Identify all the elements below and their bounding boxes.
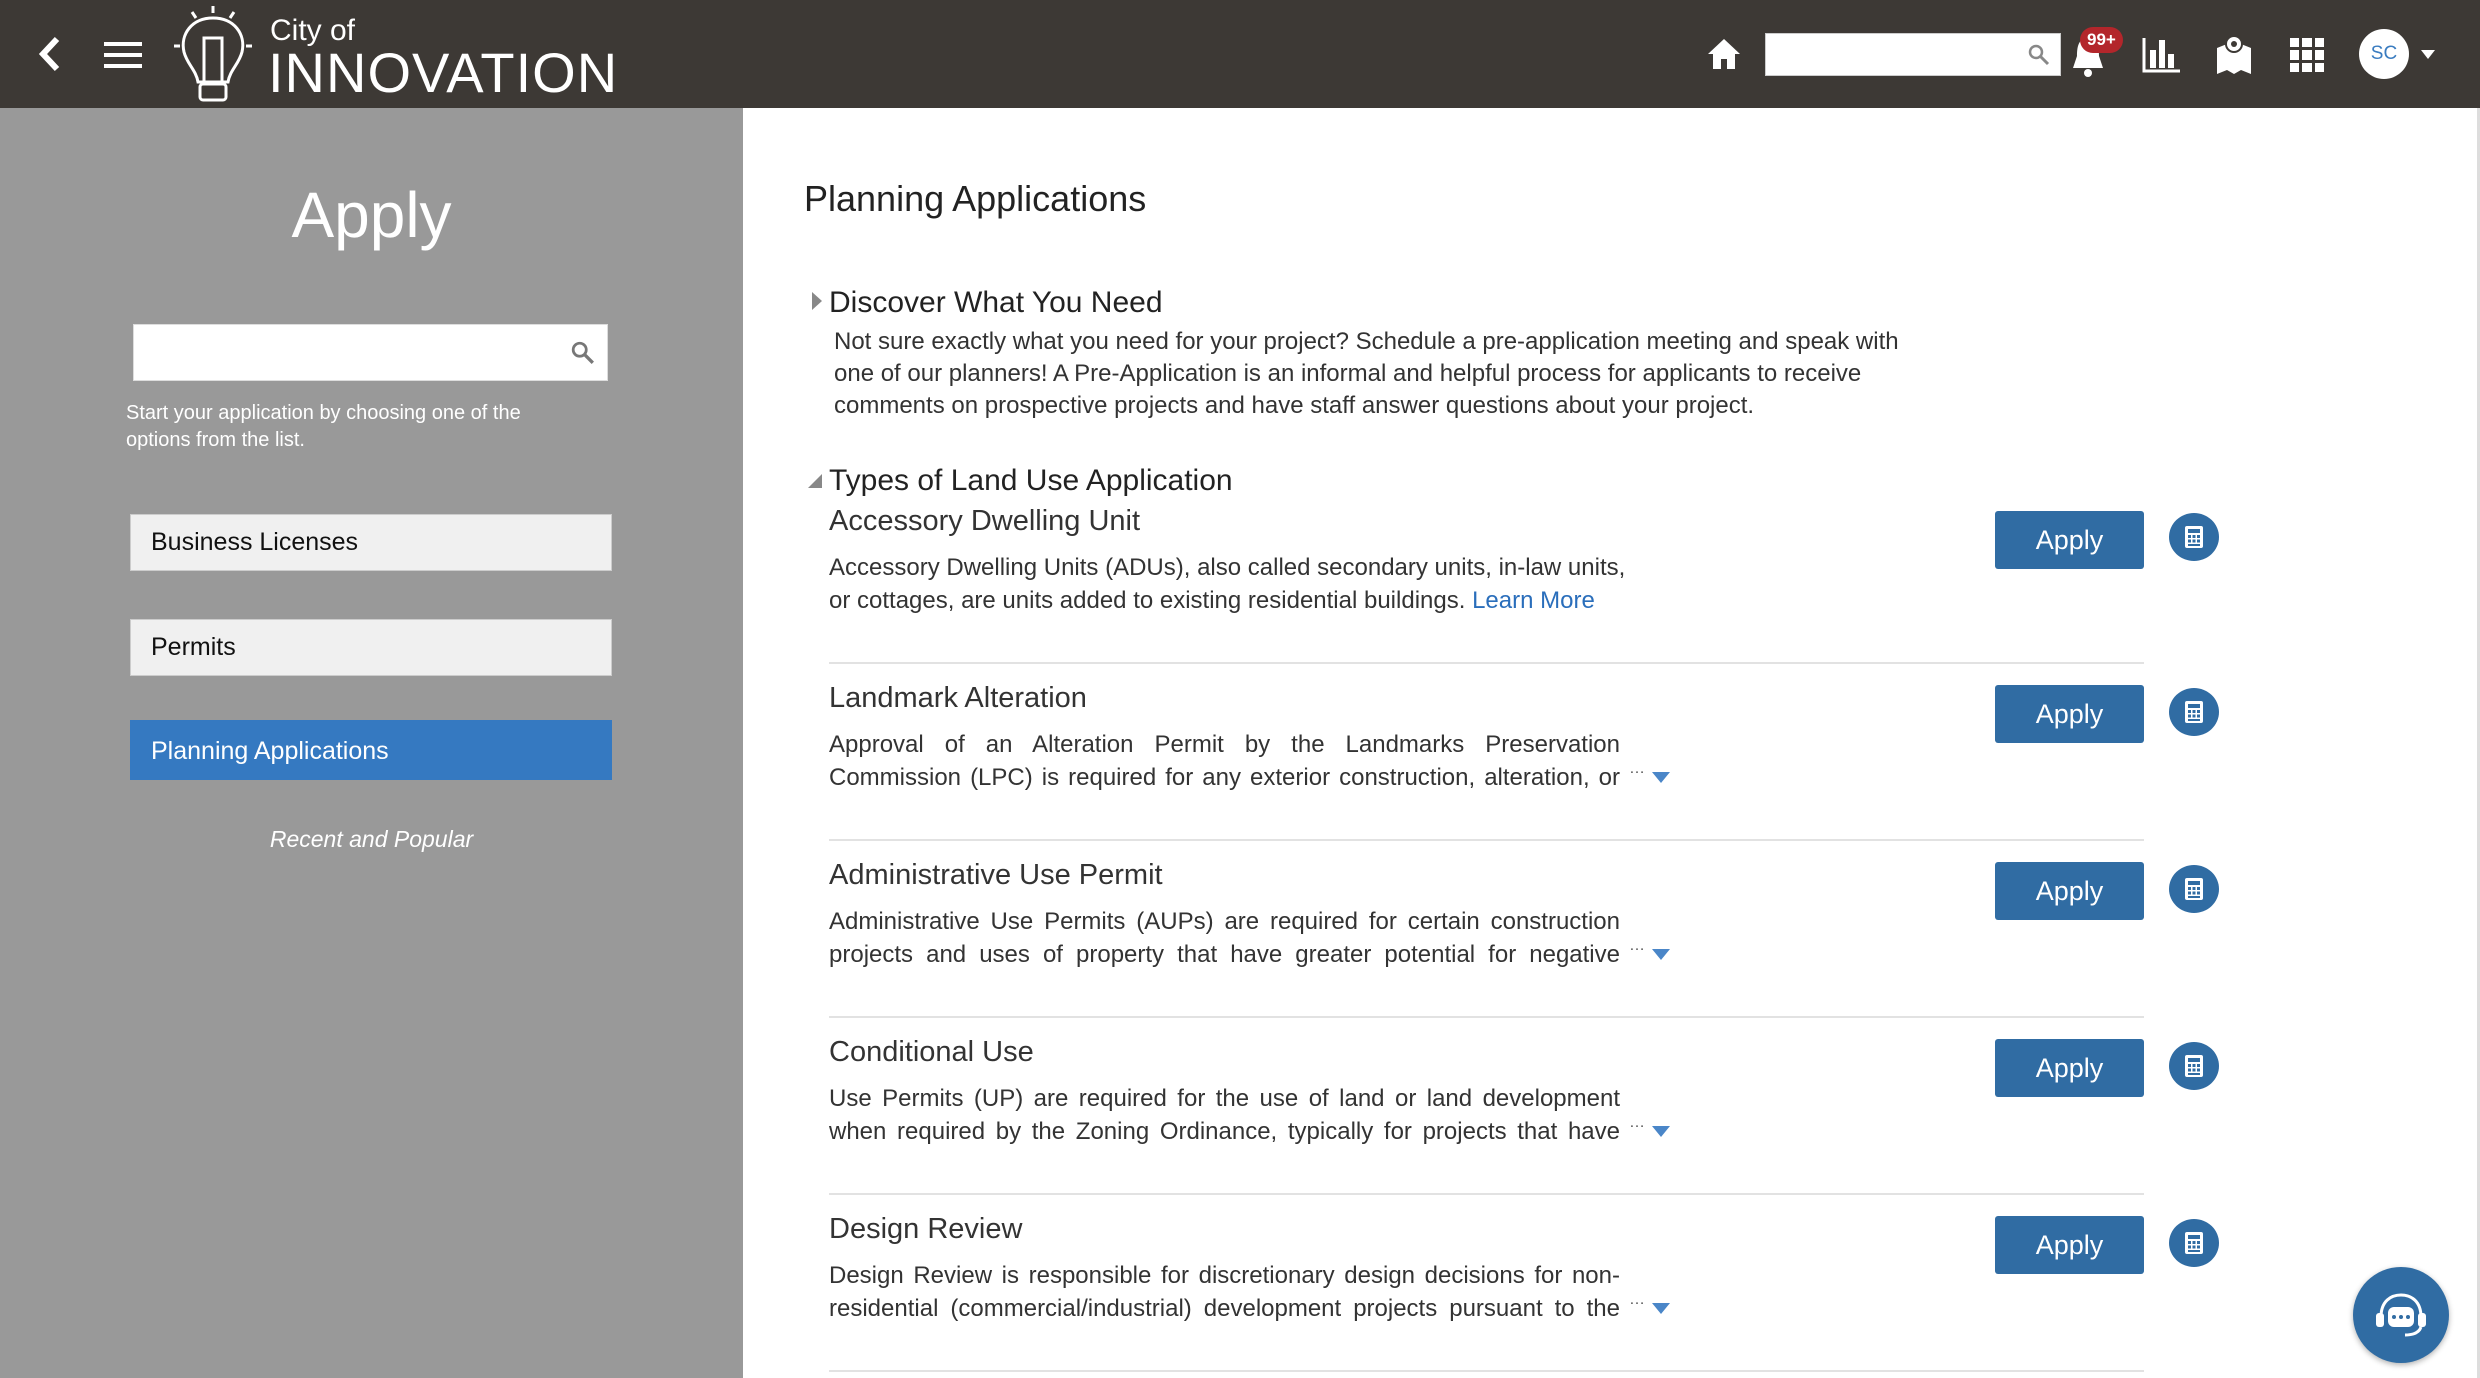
expand-description-icon[interactable] [1652, 949, 1670, 960]
fee-calculator-button[interactable] [2169, 513, 2219, 561]
expand-description-icon[interactable] [1652, 1303, 1670, 1314]
notifications-bell[interactable] [2070, 28, 2114, 78]
item-title: Administrative Use Permit [829, 859, 1163, 891]
headset-chat-icon [2373, 1291, 2429, 1339]
expand-description-icon[interactable] [1652, 1126, 1670, 1137]
fee-calculator-button[interactable] [2169, 1219, 2219, 1267]
search-icon[interactable] [2028, 44, 2050, 66]
recent-and-popular-link[interactable]: Recent and Popular [269, 826, 474, 852]
calculator-icon [2184, 1054, 2204, 1078]
fee-calculator-button[interactable] [2169, 688, 2219, 736]
application-item [829, 487, 2144, 664]
logo-innovation: INNOVATION [268, 41, 619, 104]
discover-section-toggle[interactable] [806, 286, 1506, 326]
main-content [743, 108, 2480, 1378]
ellipsis: … [1629, 1291, 1645, 1308]
home-icon[interactable] [1704, 34, 1744, 74]
hamburger-menu-icon[interactable] [104, 42, 142, 68]
lightbulb-logo-icon [170, 4, 256, 104]
discover-heading: Discover What You Need [829, 286, 1163, 319]
page-title: Planning Applications [804, 178, 1147, 219]
item-description: Approval of an Alteration Permit by the Landmarks Preservation Commission (LPC) is required for any exterior construction, alteration, or [829, 731, 1620, 791]
collapse-triangle-icon [808, 474, 822, 488]
global-search-input[interactable] [1765, 33, 2061, 76]
user-avatar[interactable]: SC [2359, 29, 2409, 79]
calculator-icon [2184, 700, 2204, 724]
discover-text: Not sure exactly what you need for your project? Schedule a pre-application meeting and speak with one of our planners! A Pre-Application is an informal and helpful process for applicants to receive comments on prospective projects and have staff answer questions about your project. [834, 328, 1899, 419]
item-title: Conditional Use [829, 1036, 1034, 1068]
item-description: Accessory Dwelling Units (ADUs), also called secondary units, in-law units, or cottages, are units added to existing residential buildings. Learn More [829, 554, 1626, 614]
expand-description-icon[interactable] [1652, 772, 1670, 783]
top-header [0, 0, 2480, 108]
calculator-icon [2184, 525, 2204, 549]
apply-button[interactable]: Apply [1995, 862, 2144, 920]
logo[interactable] [170, 4, 670, 104]
reports-chart-icon[interactable] [2142, 36, 2182, 74]
chat-support-button[interactable] [2353, 1267, 2449, 1363]
nav-permits[interactable]: Permits [130, 619, 612, 676]
sidebar-search-input[interactable] [133, 324, 608, 381]
application-item [829, 664, 2144, 841]
apply-button[interactable]: Apply [1995, 511, 2144, 569]
calculator-icon [2184, 1231, 2204, 1255]
map-icon[interactable] [2215, 34, 2253, 76]
calculator-icon [2184, 877, 2204, 901]
fee-calculator-button[interactable] [2169, 1042, 2219, 1090]
search-icon[interactable] [571, 341, 595, 365]
apply-button[interactable]: Apply [1995, 685, 2144, 743]
apps-grid-icon[interactable] [2290, 38, 2324, 72]
ellipsis: … [1629, 937, 1645, 954]
nav-planning-applications[interactable]: Planning Applications [130, 720, 612, 780]
application-item [829, 841, 2144, 1018]
item-description: Administrative Use Permits (AUPs) are required for certain construction projects and uses of property that have greater potential for negative [829, 908, 1620, 968]
application-item [829, 1018, 2144, 1195]
learn-more-link[interactable]: Learn More [1472, 587, 1595, 614]
types-heading: Types of Land Use Application [829, 464, 1233, 497]
ellipsis: … [1629, 760, 1645, 777]
expand-triangle-icon [812, 292, 822, 310]
item-title: Design Review [829, 1213, 1023, 1245]
item-title: Accessory Dwelling Unit [829, 505, 1141, 537]
back-icon[interactable] [30, 34, 70, 74]
apply-button[interactable]: Apply [1995, 1216, 2144, 1274]
sidebar-title: Apply [291, 179, 452, 251]
ellipsis: … [1629, 1114, 1645, 1131]
sidebar [0, 108, 743, 1378]
sidebar-helper-text: Start your application by choosing one of the options from the list. [126, 402, 521, 451]
nav-business-licenses[interactable]: Business Licenses [130, 514, 612, 571]
item-description: Use Permits (UP) are required for the use of land or land development when required by the Zoning Ordinance, typically for projects that have [829, 1085, 1620, 1145]
logo-city-of: City of [270, 14, 356, 47]
item-description: Design Review is responsible for discretionary design decisions for non- residential (commercial/industrial) development projects pursuant to the [829, 1262, 1620, 1322]
apply-button[interactable]: Apply [1995, 1039, 2144, 1097]
notification-badge: 99+ [2080, 27, 2123, 53]
application-item [829, 1195, 2144, 1372]
user-menu-caret-icon[interactable] [2421, 50, 2435, 59]
item-title: Landmark Alteration [829, 682, 1087, 714]
fee-calculator-button[interactable] [2169, 865, 2219, 913]
